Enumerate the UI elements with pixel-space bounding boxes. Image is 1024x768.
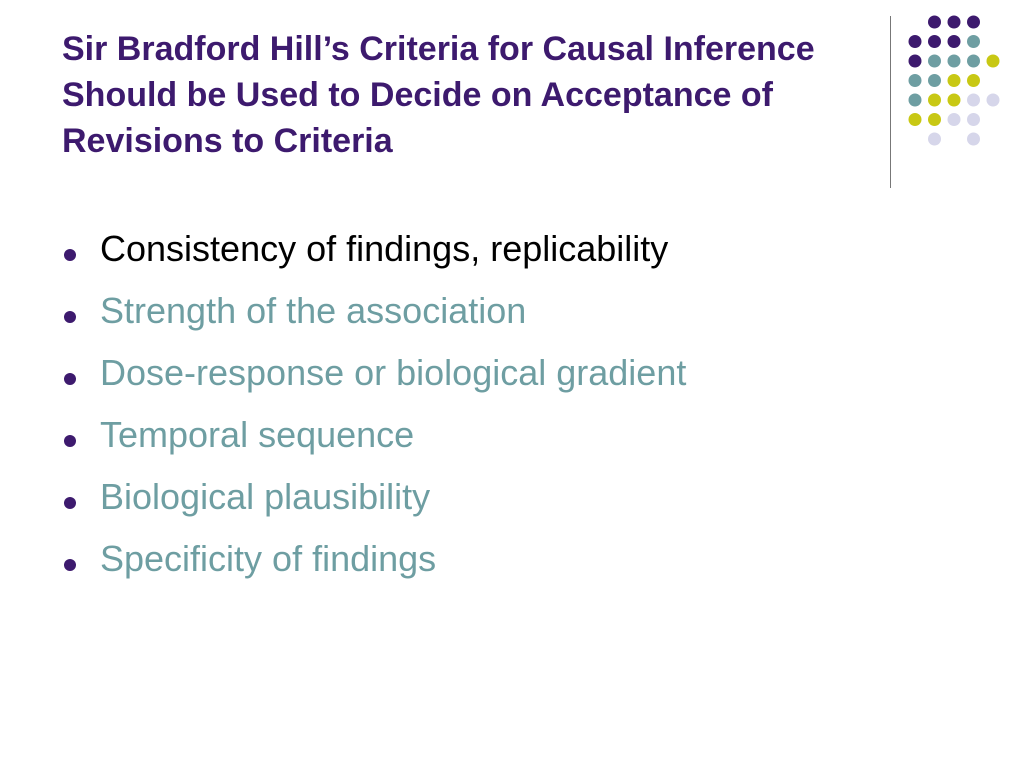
bullet-dot-icon	[64, 311, 76, 323]
decorative-dot	[967, 133, 980, 146]
decorative-dot	[967, 94, 980, 107]
decorative-dot	[967, 35, 980, 48]
decorative-dot	[987, 55, 1000, 68]
bullet-item-strength	[64, 286, 964, 348]
bullet-dot-icon	[64, 497, 76, 509]
bullet-list	[64, 224, 964, 596]
decorative-dot	[909, 74, 922, 87]
bullet-text: Biological plausibility	[100, 476, 431, 517]
bullet-dot-icon	[64, 559, 76, 571]
bullet-item-dose-response	[64, 348, 964, 410]
bullet-dot-icon	[64, 373, 76, 385]
decorative-dot	[909, 55, 922, 68]
decorative-dot	[928, 133, 941, 146]
bullet-text: Dose-response or biological gradient	[100, 352, 687, 393]
decorative-dot	[967, 113, 980, 126]
bullet-item-specificity	[64, 534, 964, 596]
decorative-dot	[967, 74, 980, 87]
decorative-dot	[928, 16, 941, 29]
decorative-dot	[909, 35, 922, 48]
bullet-text: Strength of the association	[100, 290, 527, 331]
decorative-dot	[948, 35, 961, 48]
decorative-dot	[928, 74, 941, 87]
bullet-dot-icon	[64, 249, 76, 261]
bullet-item-plausibility	[64, 472, 964, 534]
decorative-dot	[948, 94, 961, 107]
decorative-dot	[928, 94, 941, 107]
bullet-text: Consistency of findings, replicability	[100, 228, 669, 269]
decorative-dot	[928, 35, 941, 48]
decorative-dot	[928, 55, 941, 68]
decorative-dot	[967, 16, 980, 29]
decorative-dot-grid	[905, 10, 1015, 170]
title-divider	[890, 16, 891, 188]
decorative-dot	[909, 113, 922, 126]
bullet-item-consistency	[64, 224, 964, 286]
bullet-item-temporal	[64, 410, 964, 472]
bullet-dot-icon	[64, 435, 76, 447]
decorative-dot	[948, 113, 961, 126]
decorative-dot	[928, 113, 941, 126]
decorative-dot	[967, 55, 980, 68]
decorative-dot	[948, 16, 961, 29]
decorative-dot	[948, 55, 961, 68]
decorative-dot	[987, 94, 1000, 107]
slide-title: Sir Bradford Hill’s Criteria for Causal Inference Should be Used to Decide on Acceptance of Revisions to Criteria	[62, 30, 815, 160]
decorative-dot	[948, 74, 961, 87]
decorative-dot	[909, 94, 922, 107]
bullet-text: Temporal sequence	[100, 414, 415, 455]
bullet-text: Specificity of findings	[100, 538, 437, 579]
